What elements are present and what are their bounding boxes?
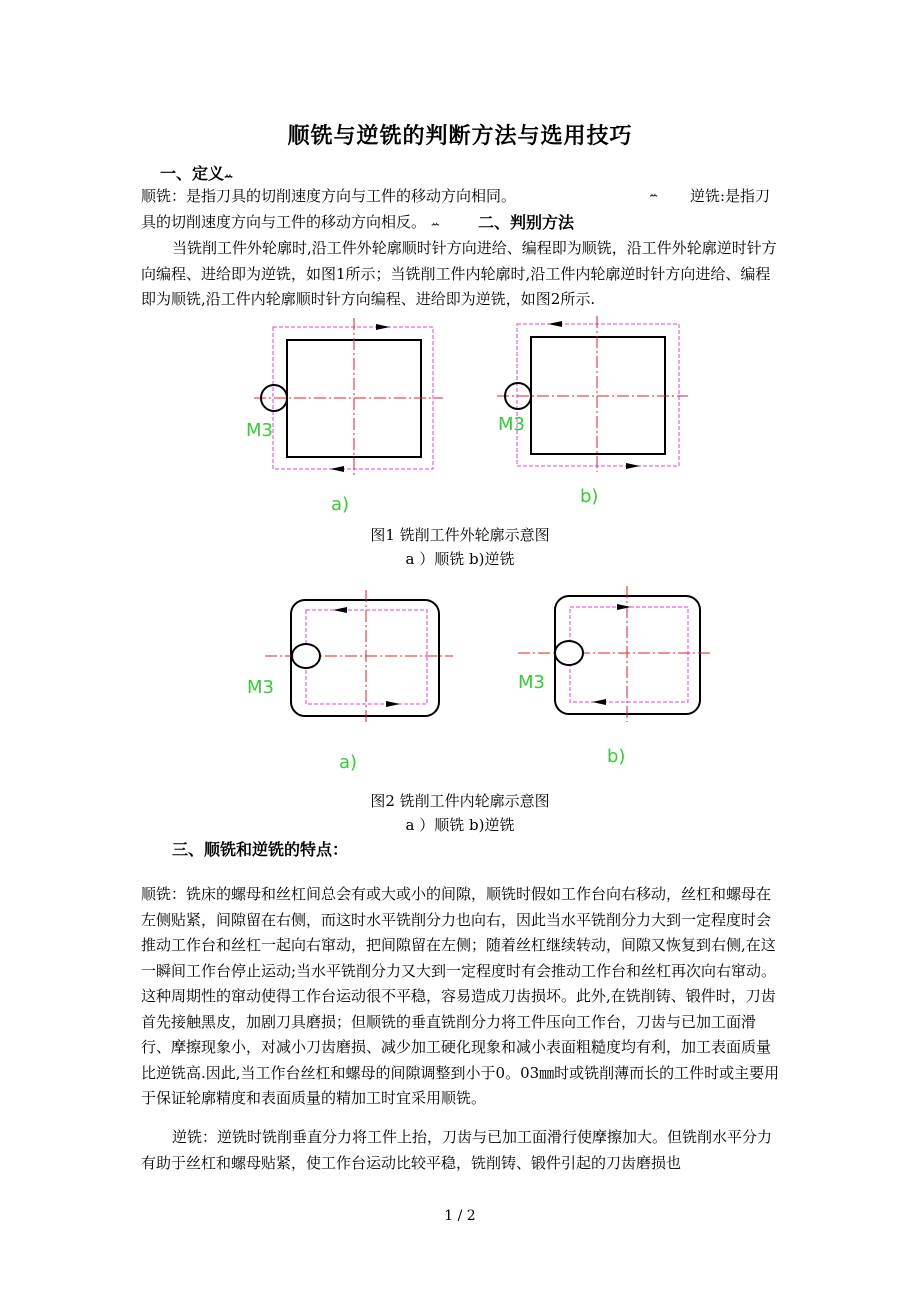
conventional-definition-end: 具的切削速度方向与工件的移动方向相反。 [141,213,427,231]
section-3-paragraph-1: 顺铣：铣床的螺母和丝杠间总会有或大或小的间隙，顺铣时假如工作台向右移动，丝杠和螺母在左侧贴紧，间隙留在右侧，而这时水平铣削分力也向右，因此当水平铣削分力大到一定程度时会推动工作台和丝杠一起向右窜动，把间隙留在左侧；随着丝杠继续转动，间隙又恢复到右侧,在这一瞬间工作台停止运动;当水平铣削分力又大到一定程度时有会推动工作台和丝杠再次向右窜动。这种周期性的窜动使得工作台运动很不平稳，容易造成刀齿损坏。此外,在铣削铸、锻件时，刀齿首先接触黑皮，加剧刀具磨损；但顺铣的垂直铣削分力将工件压向工作台，刀齿与已加工面滑行、摩擦现象小，对减小刀齿磨损、减少加工硬化现象和减小表面粗糙度均有利，加工表面质量比逆铣高.因此,当工作台丝杠和螺母的间隙调整到小于0。03㎜时或铣削薄而长的工件时或主要用于保证轮廓精度和表面质量的精加工时宜采用顺铣。 [141,885,780,1107]
paragraph-mark-icon: ꕀ [224,171,234,182]
tool-label-a: M3 [247,677,274,698]
page-title: 顺铣与逆铣的判断方法与选用技巧 [287,124,633,149]
arrow-left-icon [592,699,606,705]
climb-milling-definition: 顺铣：是指刀具的切削速度方向与工件的移动方向相同。 [141,187,517,205]
arrow-right-icon [617,604,631,610]
section-2-paragraph: 当铣削工件外轮廓时,沿工件外轮廓顺时针方向进给、编程即为顺铣，沿工件外轮廓逆时针方向编程、进给即为逆铣，如图1所示；当铣削工件内轮廓时,沿工件内轮廓逆时针方向进给、编程即为顺铣,沿工件内轮廓顺时针方向编程、进给即为逆铣，如图2所示. [141,239,777,308]
tool-label-b: M3 [518,672,545,693]
paragraph-mark-icon: ꕀ [430,219,440,230]
section-3-paragraph-2: 逆铣：逆铣时铣削垂直分力将工件上抬，刀齿与已加工面滑行使摩擦加大。但铣削水平分力有助于丝杠和螺母贴紧，使工作台运动比较平稳，铣削铸、锻件引起的刀齿磨损也 [141,1128,773,1172]
figure-2-caption: 图2 铣削工件内轮廓示意图 [370,792,550,810]
figure-1-caption: 图1 铣削工件外轮廓示意图 [370,526,550,544]
cutter-a [292,644,320,668]
cutter-b [555,641,583,665]
subfigure-label-a: a) [339,752,358,773]
section-2-heading: 二、判别方法 [478,213,575,232]
subfigure-label-b: b) [580,486,599,507]
section-3-heading: 三、顺铣和逆铣的特点： [172,840,349,859]
page-number: 1 / 2 [444,1208,476,1224]
arrow-right-icon [386,701,400,707]
arrow-left-icon [333,607,347,613]
figure-1-subcaption: a ）顺铣 b)逆铣 [405,550,515,568]
paragraph-mark-icon: ꕀ [649,190,659,201]
subfigure-label-b: b) [607,746,626,767]
conventional-definition-start: 逆铣:是指刀 [690,187,771,205]
section-1-heading-text: 一、定义 [160,164,225,183]
tool-label-b: M3 [498,414,525,435]
toolpath-inner-b [570,607,688,702]
subfigure-label-a: a) [331,494,350,515]
tool-label-a: M3 [246,420,273,441]
figure-2-subcaption: a ）顺铣 b)逆铣 [405,816,515,834]
